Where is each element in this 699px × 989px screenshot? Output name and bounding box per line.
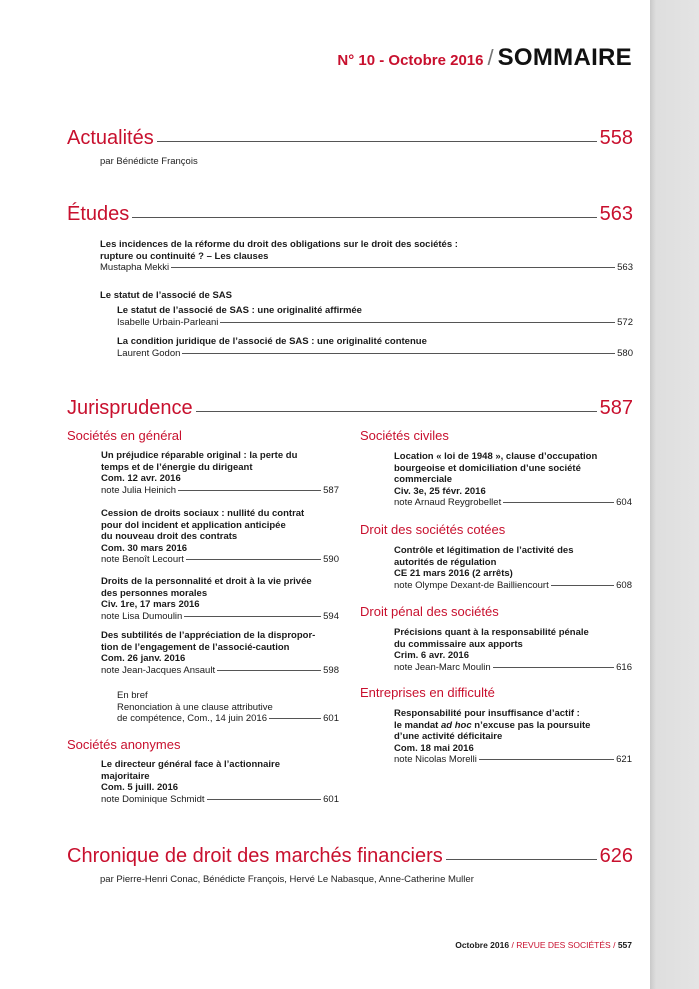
entry-reference: Com. 26 janv. 2016 bbox=[101, 653, 186, 664]
entry-title: Des subtilités de l’appréciation de la dispropor- bbox=[101, 630, 316, 641]
section-page: 587 bbox=[599, 397, 633, 419]
section-page: 563 bbox=[599, 203, 633, 225]
leader-rule bbox=[184, 616, 321, 617]
etudes-group-title: Le statut de l’associé de SAS bbox=[100, 290, 232, 301]
entry-reference: Civ. 3e, 25 févr. 2016 bbox=[394, 485, 486, 497]
leader-rule bbox=[196, 411, 597, 412]
entry-author: Mustapha Mekki bbox=[100, 262, 170, 273]
entry-note: note Julia Heinich bbox=[101, 484, 176, 496]
entry-title-cont: du commissaire aux apports bbox=[394, 638, 523, 650]
entry-page: 587 bbox=[323, 484, 339, 496]
entry-title-cont: du nouveau droit des contrats bbox=[101, 531, 238, 542]
leader-rule bbox=[171, 267, 615, 268]
leader-rule bbox=[207, 799, 322, 800]
leader-rule bbox=[220, 322, 615, 323]
leader-rule bbox=[503, 502, 614, 503]
title-part: n’excuse pas la poursuite bbox=[471, 719, 591, 731]
entry-page: 608 bbox=[616, 579, 632, 591]
entry-reference: Com. 12 avr. 2016 bbox=[101, 473, 181, 484]
subsection-societes-civiles: Sociétés civiles bbox=[360, 428, 449, 443]
entry-note: note Olympe Dexant-de Bailliencourt bbox=[394, 579, 549, 591]
page-header bbox=[337, 44, 632, 72]
entry-note: note Lisa Dumoulin bbox=[101, 610, 183, 622]
footer-sep: / bbox=[613, 940, 616, 950]
page-edge-shadow bbox=[650, 0, 699, 989]
actualites-byline: par Bénédicte François bbox=[100, 156, 198, 167]
entry-title-cont: d’une activité déficitaire bbox=[394, 731, 503, 742]
leader-rule bbox=[178, 490, 321, 491]
entry-title: Responsabilité pour insuffisance d’actif : bbox=[394, 708, 580, 719]
entry-title: Le statut de l’associé de SAS : une originalité affirmée bbox=[117, 305, 362, 316]
leader-rule bbox=[186, 559, 321, 560]
leader-rule bbox=[446, 859, 597, 860]
entry-title-cont: temps et de l’énergie du dirigeant bbox=[101, 461, 253, 473]
entry-note: note Arnaud Reygrobellet bbox=[394, 497, 502, 508]
entry-page: 580 bbox=[617, 347, 633, 359]
entry-page: 621 bbox=[616, 754, 632, 765]
section-jurisprudence[interactable] bbox=[67, 397, 633, 420]
entry-page: 598 bbox=[323, 664, 339, 676]
entry-reference: Com. 18 mai 2016 bbox=[394, 742, 474, 754]
entry-note: note Jean-Marc Moulin bbox=[394, 661, 491, 673]
entry-title-cont: pour dol incident et application anticipée bbox=[101, 519, 286, 531]
entry-author: Laurent Godon bbox=[117, 347, 181, 359]
leader-rule bbox=[182, 353, 615, 354]
entry-page: 601 bbox=[323, 713, 339, 724]
entry-page: 594 bbox=[323, 610, 339, 622]
leader-rule bbox=[493, 667, 615, 668]
entry-title: Le directeur général face à l’actionnaire bbox=[101, 759, 280, 770]
juris-entry[interactable] bbox=[101, 450, 339, 496]
footer-page-number: 557 bbox=[617, 940, 632, 950]
entry-title: Précisions quant à la responsabilité pénale bbox=[394, 627, 589, 638]
subsection-droit-penal: Droit pénal des sociétés bbox=[360, 604, 499, 619]
entry-note: note Jean-Jacques Ansault bbox=[101, 664, 216, 676]
juris-entry[interactable] bbox=[394, 708, 632, 766]
entry-title: Un préjudice réparable original : la perte du bbox=[101, 450, 298, 461]
juris-entry[interactable] bbox=[101, 630, 339, 676]
entry-title: Cession de droits sociaux : nullité du contrat bbox=[101, 508, 305, 519]
section-actualites[interactable] bbox=[67, 127, 633, 150]
juris-entry[interactable] bbox=[101, 576, 339, 622]
entry-page: 590 bbox=[323, 554, 339, 565]
entry-title: Contrôle et légitimation de l’activité des bbox=[394, 545, 574, 556]
entry-note: note Dominique Schmidt bbox=[101, 793, 205, 805]
entry-note: note Nicolas Morelli bbox=[394, 754, 477, 765]
footer-sep: / bbox=[511, 940, 514, 950]
entry-title-cont: bourgeoise et domiciliation d’une société bbox=[394, 462, 581, 474]
entry-page: 616 bbox=[616, 661, 632, 673]
juris-entry[interactable] bbox=[394, 451, 632, 509]
leader-rule bbox=[157, 141, 597, 142]
subsection-societes-cotees: Droit des sociétés cotées bbox=[360, 522, 506, 537]
juris-entry[interactable] bbox=[394, 627, 632, 673]
en-bref-label: En bref bbox=[117, 690, 148, 701]
entry-reference: CE 21 mars 2016 (2 arrêts) bbox=[394, 568, 513, 579]
etudes-entry-2[interactable] bbox=[117, 305, 633, 328]
juris-entry[interactable] bbox=[394, 545, 632, 591]
footer-date: Octobre 2016 bbox=[455, 940, 510, 950]
section-name: Études bbox=[67, 203, 130, 225]
en-bref-title: Renonciation à une clause attributive bbox=[117, 701, 273, 713]
chronique-byline: par Pierre-Henri Conac, Bénédicte François, Hervé Le Nabasque, Anne-Catherine Muller bbox=[100, 874, 474, 885]
etudes-entry-1[interactable] bbox=[100, 239, 633, 274]
section-name: Chronique de droit des marchés financiers bbox=[67, 845, 443, 867]
title-part: le mandat bbox=[394, 719, 441, 731]
entry-title: Les incidences de la réforme du droit des obligations sur le droit des sociétés : bbox=[100, 239, 458, 250]
en-bref-entry[interactable] bbox=[117, 690, 339, 725]
leader-rule bbox=[551, 585, 614, 586]
entry-title-cont bbox=[394, 720, 632, 732]
leader-rule bbox=[132, 217, 596, 218]
entry-title-cont: des personnes morales bbox=[101, 587, 208, 599]
juris-entry[interactable] bbox=[101, 759, 339, 805]
entry-title-cont: rupture ou continuité ? – Les clauses bbox=[100, 250, 269, 262]
subsection-entreprises-en-difficulte: Entreprises en difficulté bbox=[360, 685, 495, 700]
section-etudes[interactable] bbox=[67, 203, 633, 226]
section-page: 558 bbox=[599, 127, 633, 149]
section-page: 626 bbox=[599, 845, 633, 867]
en-bref-title-cont: de compétence, Com., 14 juin 2016 bbox=[117, 713, 267, 724]
page-footer bbox=[455, 940, 632, 950]
page-title: SOMMAIRE bbox=[497, 44, 632, 71]
entry-page: 563 bbox=[617, 262, 633, 273]
issue-label: N° 10 - Octobre 2016 bbox=[337, 52, 484, 69]
entry-page: 604 bbox=[616, 497, 632, 508]
entry-reference: Crim. 6 avr. 2016 bbox=[394, 650, 469, 661]
subsection-societes-anonymes: Sociétés anonymes bbox=[67, 737, 181, 752]
leader-rule bbox=[217, 670, 321, 671]
entry-title: La condition juridique de l’associé de SAS : une originalité contenue bbox=[117, 336, 427, 347]
leader-rule bbox=[269, 718, 321, 719]
section-chronique[interactable] bbox=[67, 845, 633, 868]
entry-title-cont: autorités de régulation bbox=[394, 556, 497, 568]
entry-title: Droits de la personnalité et droit à la vie privée bbox=[101, 576, 312, 587]
section-name: Actualités bbox=[67, 127, 154, 149]
header-slash: / bbox=[487, 45, 494, 70]
entry-page: 572 bbox=[617, 316, 633, 328]
footer-journal: REVUE DES SOCIÉTÉS bbox=[516, 940, 611, 950]
leader-rule bbox=[479, 759, 614, 760]
section-name: Jurisprudence bbox=[67, 397, 193, 419]
subsection-societes-en-general: Sociétés en général bbox=[67, 428, 182, 443]
entry-title-cont: tion de l’engagement de l’associé-caution bbox=[101, 641, 290, 653]
entry-title-cont: majoritaire bbox=[101, 770, 150, 782]
juris-entry[interactable] bbox=[101, 508, 339, 566]
entry-note: note Benoît Lecourt bbox=[101, 554, 184, 565]
entry-author: Isabelle Urbain-Parleani bbox=[117, 316, 219, 328]
entry-reference: Civ. 1re, 17 mars 2016 bbox=[101, 599, 200, 610]
entry-reference: Com. 30 mars 2016 bbox=[101, 542, 188, 554]
entry-title-cont: commerciale bbox=[394, 474, 453, 485]
entry-page: 601 bbox=[323, 793, 339, 805]
title-italic-part: ad hoc bbox=[441, 719, 472, 731]
entry-title: Location « loi de 1948 », clause d’occupation bbox=[394, 451, 598, 462]
etudes-entry-3[interactable] bbox=[117, 336, 633, 359]
entry-reference: Com. 5 juill. 2016 bbox=[101, 782, 179, 793]
